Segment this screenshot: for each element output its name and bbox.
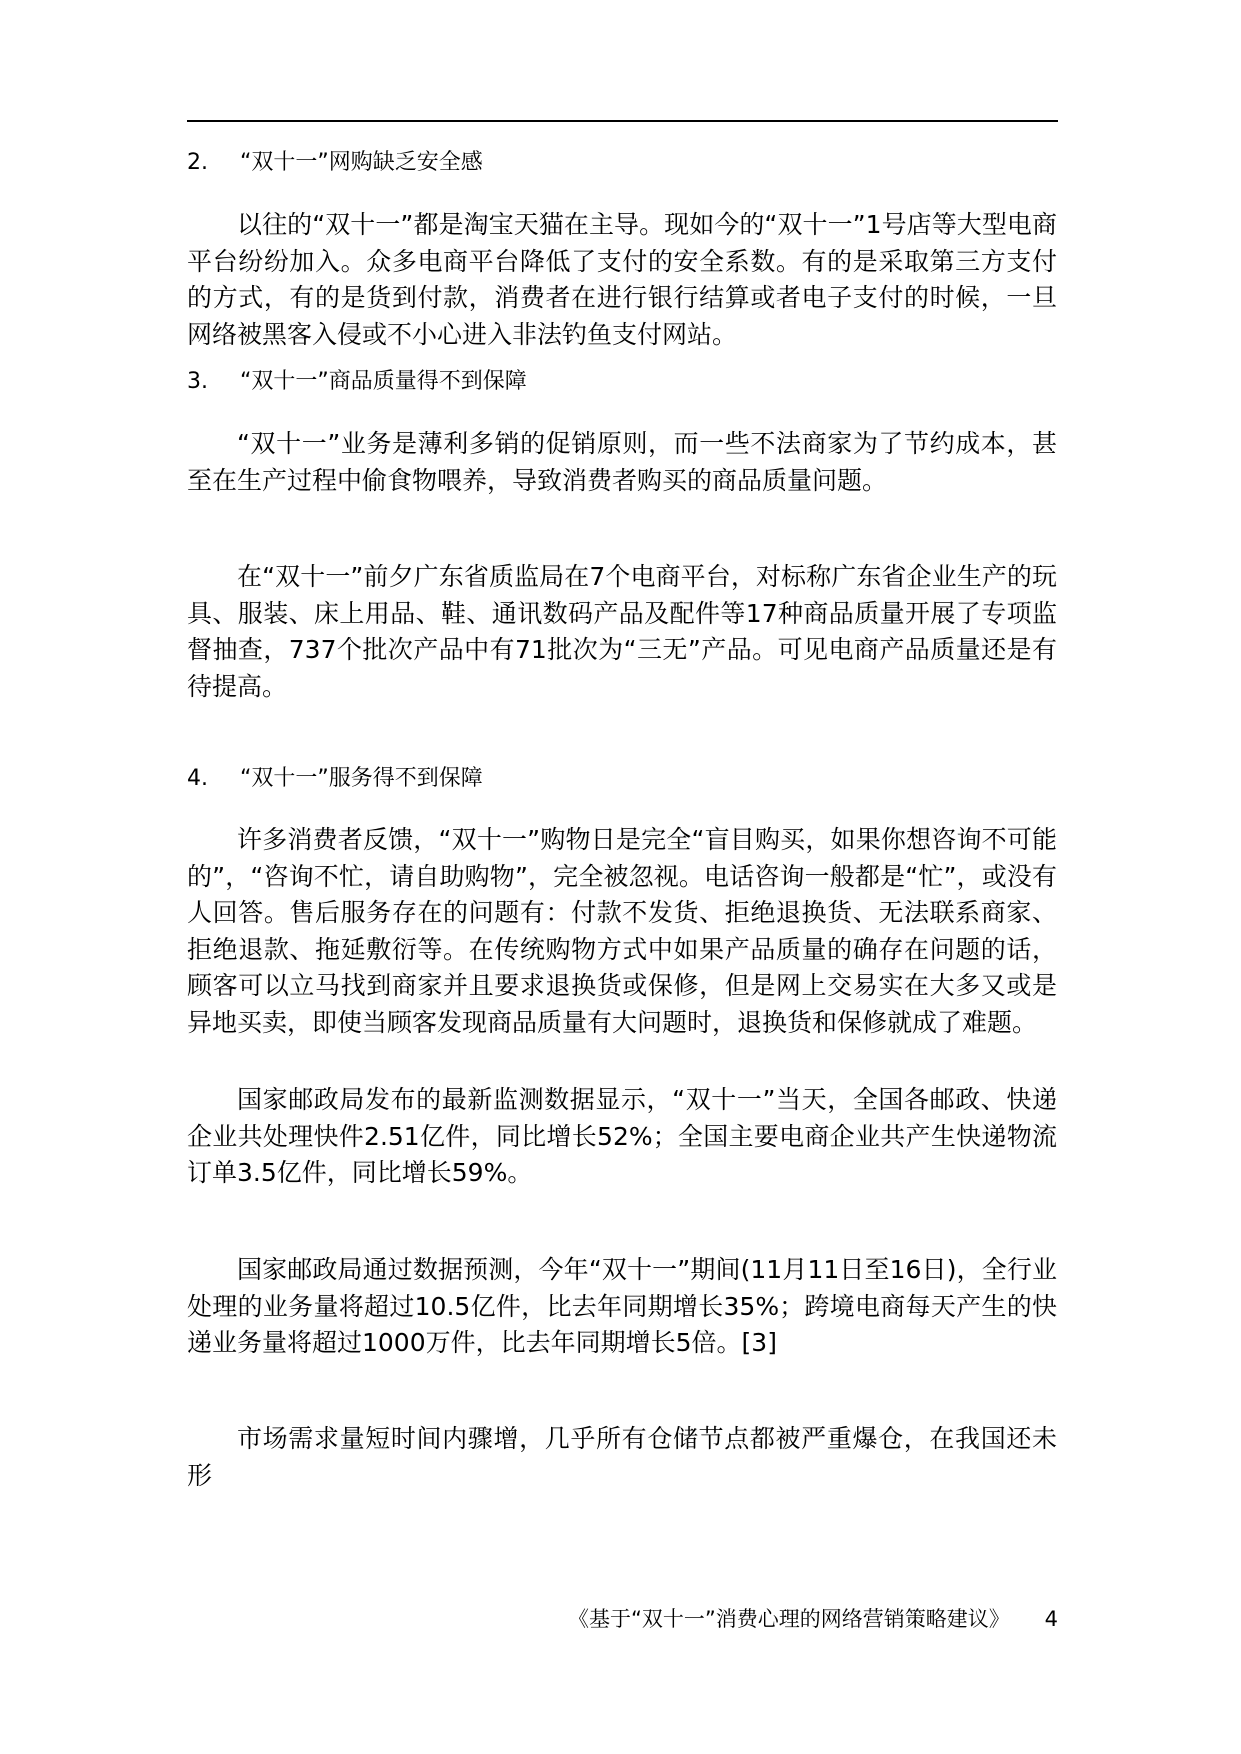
paragraph: 市场需求量短时间内骤增，几乎所有仓储节点都被严重爆仓，在我国还未形 bbox=[187, 1424, 1057, 1490]
section-title: “双十一”服务得不到保障 bbox=[240, 766, 483, 791]
section-heading-2 bbox=[187, 145, 483, 181]
section-number: 4. bbox=[187, 766, 208, 791]
paragraph: 国家邮政局发布的最新监测数据显示，“双十一”当天，全国各邮政、快递企业共处理快件2.51亿件，同比增长52%；全国主要电商企业共产生快递物流订单3.5亿件，同比增长59%。 bbox=[187, 1085, 1057, 1187]
section-number: 2. bbox=[187, 150, 208, 175]
paragraph: “双十一”业务是薄利多销的促销原则，而一些不法商家为了节约成本，甚至在生产过程中偷食物喂养，导致消费者购买的商品质量问题。 bbox=[187, 429, 1057, 495]
section-number: 3. bbox=[187, 369, 208, 394]
paragraph: 以往的“双十一”都是淘宝天猫在主导。现如今的“双十一”1号店等大型电商平台纷纷加入。众多电商平台降低了支付的安全系数。有的是采取第三方支付的方式，有的是货到付款，消费者在进行银行结算或者电子支付的时候，一旦网络被黑客入侵或不小心进入非法钓鱼支付网站。 bbox=[187, 210, 1057, 349]
section-title: “双十一”网购缺乏安全感 bbox=[240, 150, 483, 175]
section-title: “双十一”商品质量得不到保障 bbox=[240, 369, 527, 394]
page-number: 4 bbox=[1044, 1607, 1058, 1631]
section-heading-4 bbox=[187, 761, 483, 797]
header-rule bbox=[187, 120, 1058, 122]
paragraph: 许多消费者反馈，“双十一”购物日是完全“盲目购买，如果你想咨询不可能的”，“咨询不忙，请自助购物”，完全被忽视。电话咨询一般都是“忙”，或没有人回答。售后服务存在的问题有：付款不发货、拒绝退换货、无法联系商家、拒绝退款、拖延敷衍等。在传统购物方式中如果产品质量的确存在问题的话，顾客可以立马找到商家并且要求退换货或保修，但是网上交易实在大多又或是异地买卖，即使当顾客发现商品质量有大问题时，退换货和保修就成了难题。 bbox=[187, 825, 1057, 1037]
footer-title: 《基于“双十一”消费心理的网络营销策略建议》 bbox=[568, 1607, 1010, 1631]
paragraph: 国家邮政局通过数据预测，今年“双十一”期间(11月11日至16日)，全行业处理的业务量将超过10.5亿件，比去年同期增长35%；跨境电商每天产生的快递业务量将超过1000万件，比去年同期增长5倍。[3] bbox=[187, 1255, 1057, 1357]
section-heading-3 bbox=[187, 364, 527, 400]
paragraph: 在“双十一”前夕广东省质监局在7个电商平台，对标称广东省企业生产的玩具、服装、床上用品、鞋、通讯数码产品及配件等17种商品质量开展了专项监督抽查，737个批次产品中有71批次为“三无”产品。可见电商产品质量还是有待提高。 bbox=[187, 562, 1057, 701]
page-footer bbox=[568, 1604, 1058, 1634]
